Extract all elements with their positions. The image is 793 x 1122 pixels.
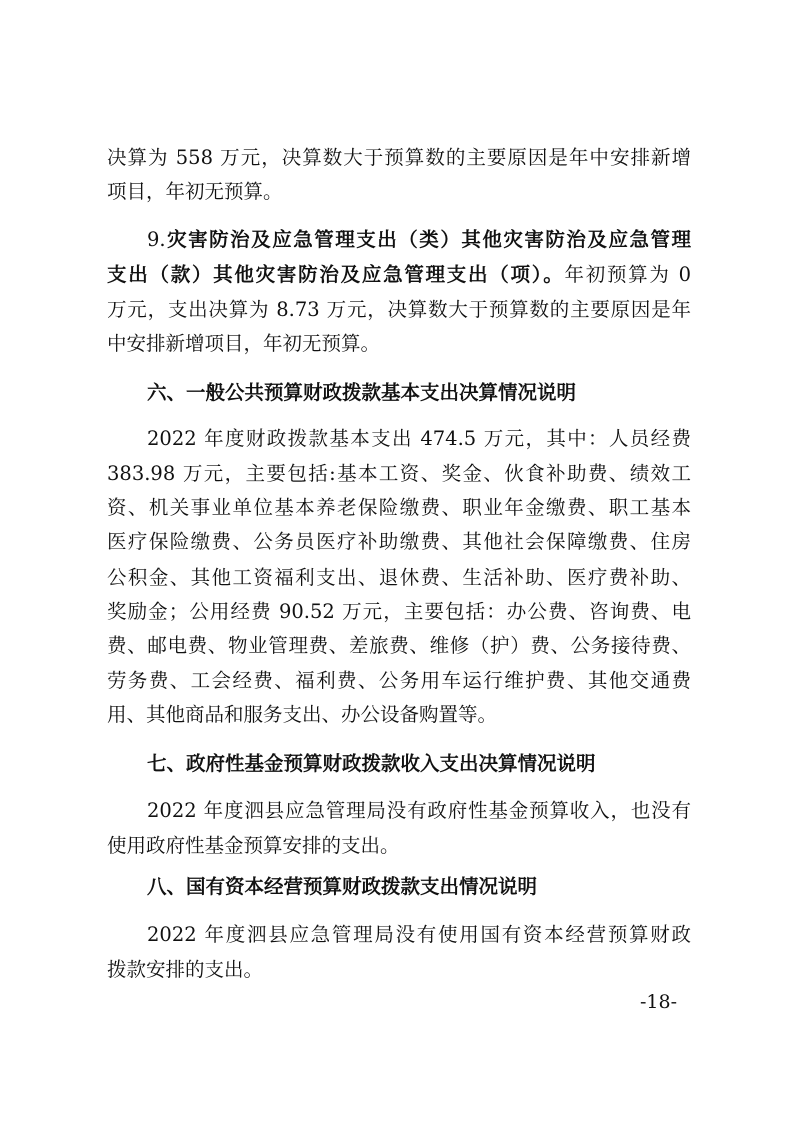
section-heading-7: 七、政府性基金预算财政拨款收入支出决算情况说明 — [147, 752, 596, 775]
text-line: 中安排新增项目，年初无预算。 — [107, 332, 381, 355]
item-number: 9. — [147, 228, 166, 251]
text-line: 万元，支出决算为 8.73 万元，决算数大于预算数的主要原因是年 — [107, 298, 691, 321]
item-title-part-2: 支出（款）其他灾害防治及应急管理支出（项）。 — [107, 263, 565, 286]
section-heading-8: 八、国有资本经营预算财政拨款支出情况说明 — [147, 875, 538, 898]
text-line: 使用政府性基金预算安排的支出。 — [107, 834, 400, 857]
text-line: 用、其他商品和服务支出、办公设备购置等。 — [107, 703, 498, 726]
text-line: 劳务费、工会经费、福利费、公务用车运行维护费、其他交通费 — [107, 669, 691, 692]
text-line: 拨款安排的支出。 — [107, 958, 264, 981]
text-line: 2022 年度财政拨款基本支出 474.5 万元，其中：人员经费 — [147, 427, 691, 450]
text-line: 奖励金；公用经费 90.52 万元，主要包括：办公费、咨询费、电 — [107, 600, 691, 623]
text-line: 2022 年度泗县应急管理局没有政府性基金预算收入，也没有 — [147, 799, 691, 822]
item-tail: 年初预算为 0 — [564, 263, 691, 286]
text-line: 决算为 558 万元，决算数大于预算数的主要原因是年中安排新增 — [107, 146, 691, 169]
section-heading-6: 六、一般公共预算财政拨款基本支出决算情况说明 — [147, 381, 577, 404]
text-line: 资、机关事业单位基本养老保险缴费、职业年金缴费、职工基本 — [107, 496, 691, 519]
text-line: 公积金、其他工资福利支出、退休费、生活补助、医疗费补助、 — [107, 566, 691, 589]
text-line: 2022 年度泗县应急管理局没有使用国有资本经营预算财政 — [147, 923, 691, 946]
text-line: 医疗保险缴费、公务员医疗补助缴费、其他社会保障缴费、住房 — [107, 530, 691, 553]
page-number: -18- — [640, 991, 678, 1013]
item-title-part-1: 灾害防治及应急管理支出（类）其他灾害防治及应急管理 — [165, 228, 691, 251]
text-line: 383.98 万元，主要包括:基本工资、奖金、伙食补助费、绩效工 — [107, 462, 691, 485]
text-line: 项目，年初无预算。 — [107, 180, 283, 203]
item-9-line-2 — [107, 263, 691, 287]
text-line: 费、邮电费、物业管理费、差旅费、维修（护）费、公务接待费、 — [107, 634, 691, 657]
item-9-line-1 — [147, 228, 691, 252]
